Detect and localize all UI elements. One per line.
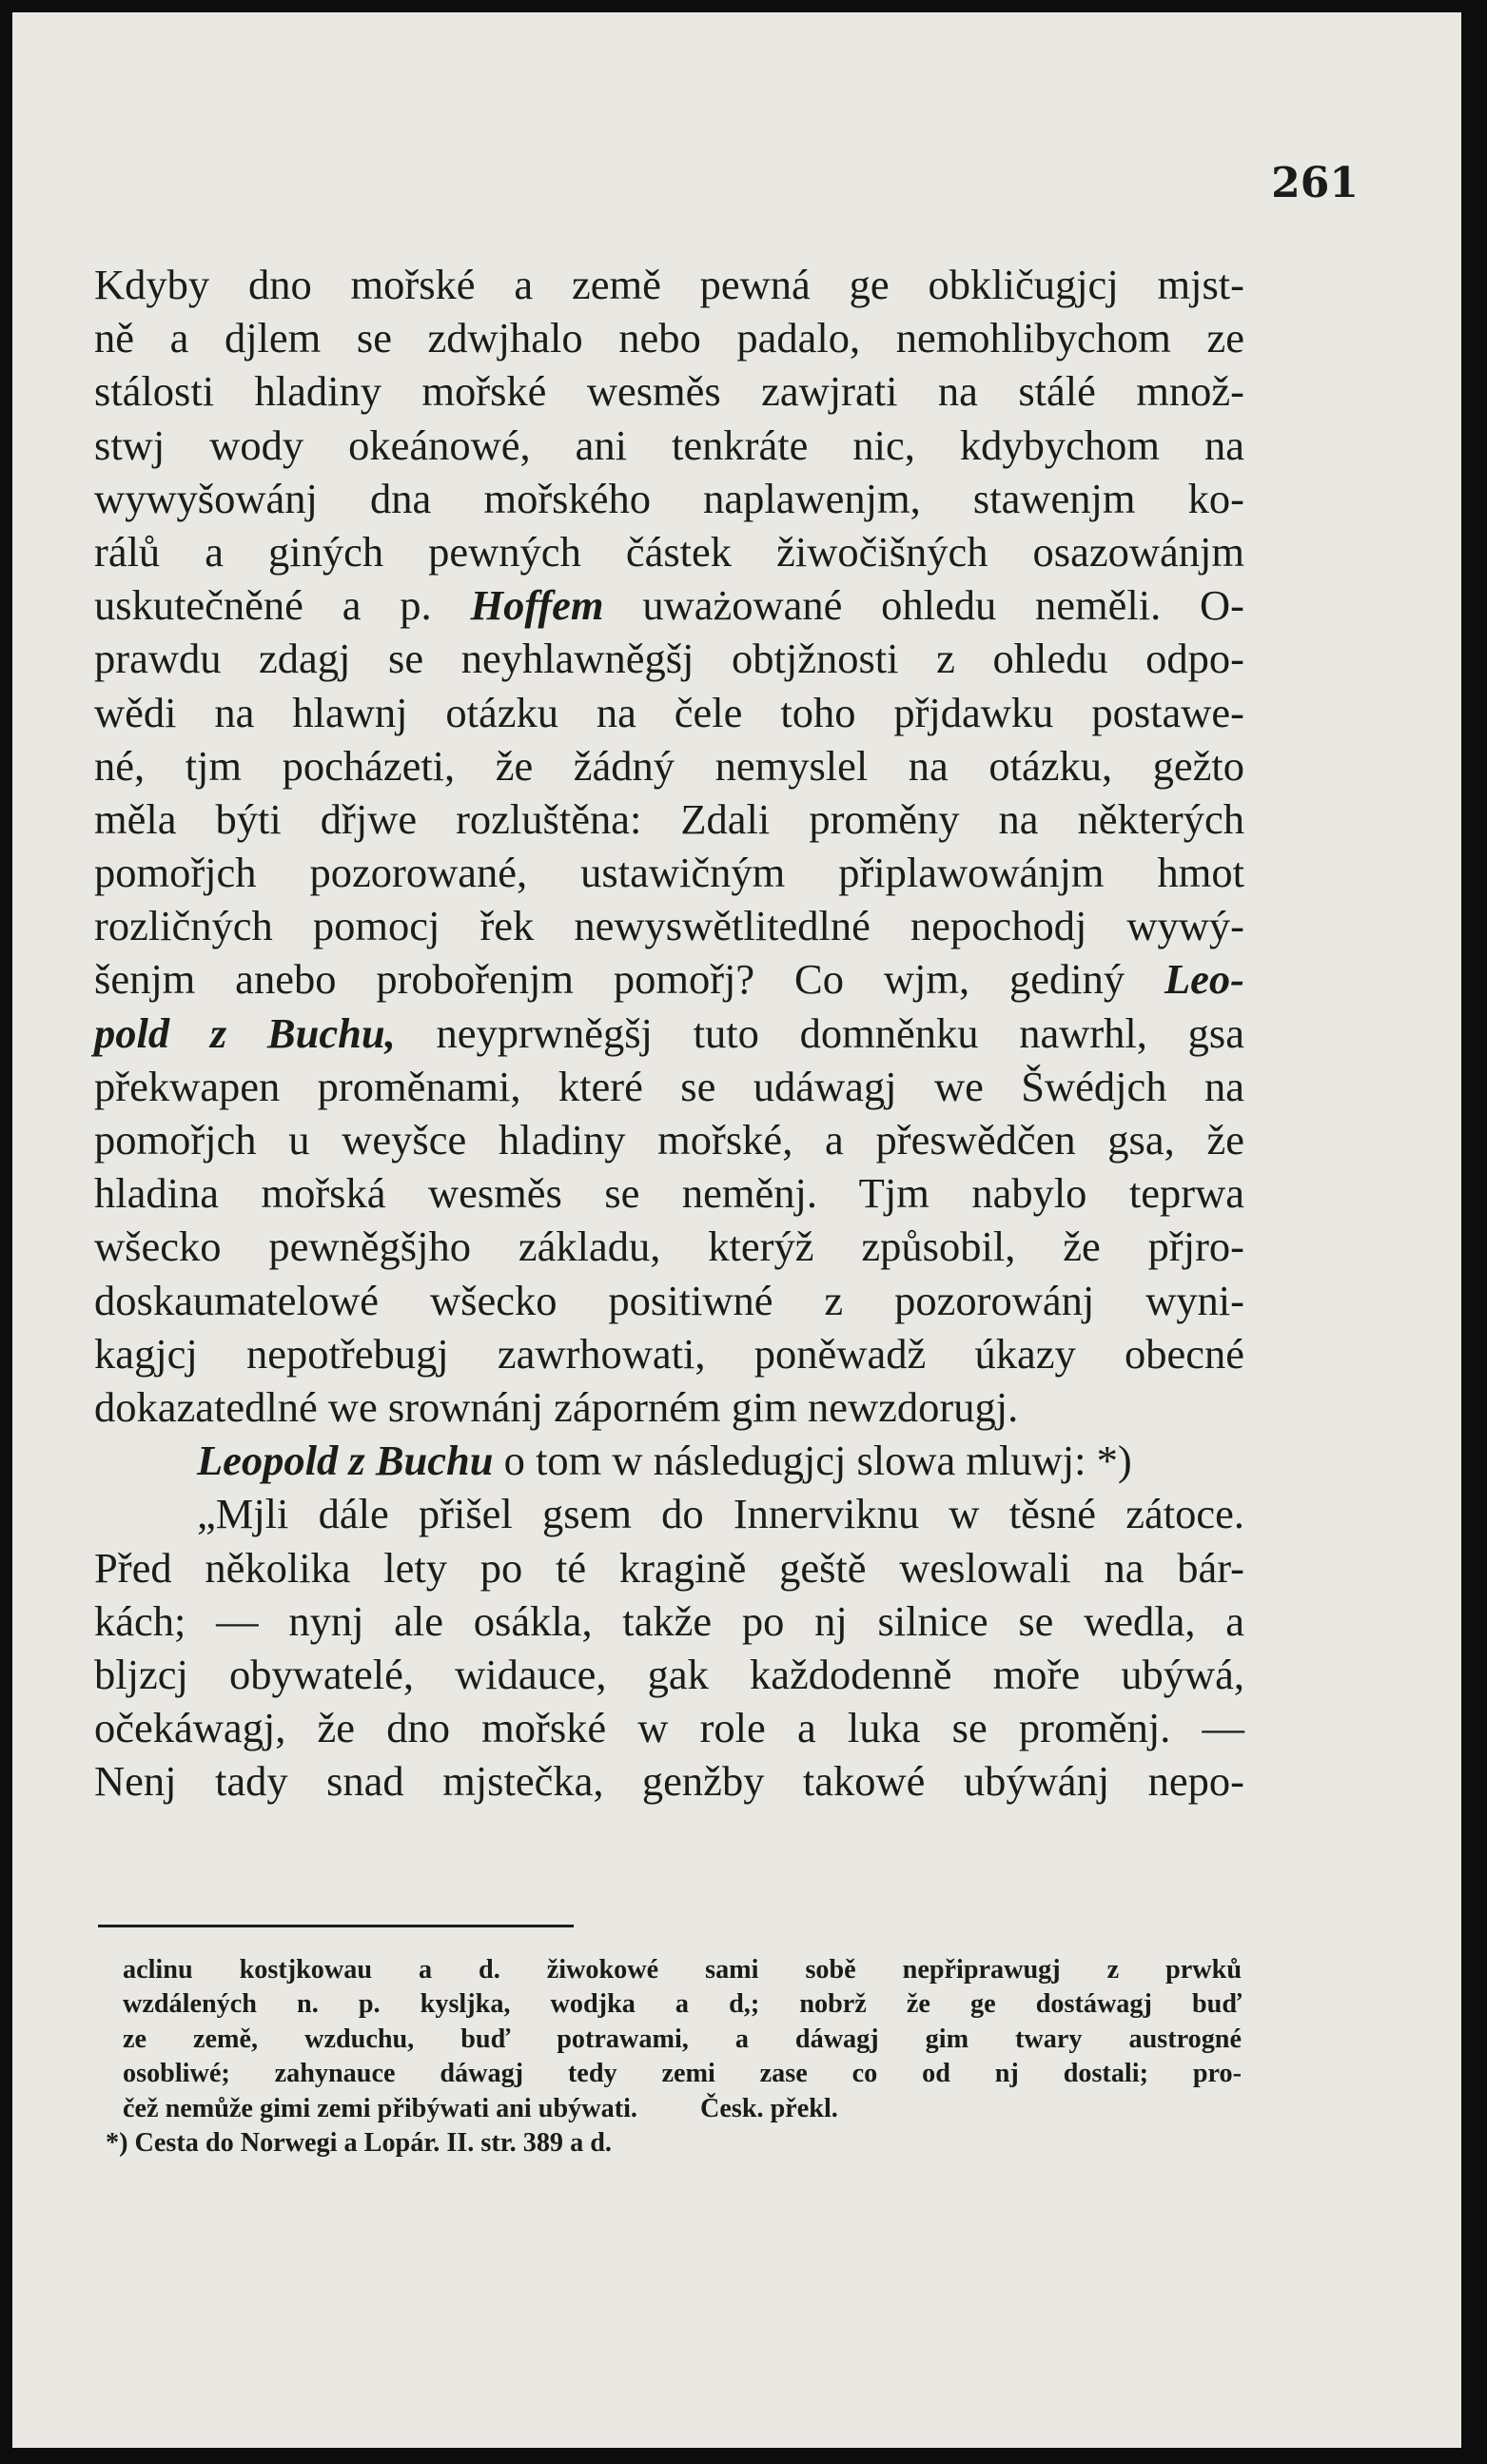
text-line: překwapen proměnami, které se udáwagj we Šwédjch na xyxy=(94,1062,1244,1110)
book-page xyxy=(12,12,1461,2448)
italic-name-leopold: pold z Buchu, xyxy=(94,1008,396,1057)
text-fragment: šenjm anebo probořenjm pomořj? Co wjm, gediný xyxy=(94,955,1125,1004)
text-line xyxy=(94,1007,1244,1060)
text-line: wšecko pewněgšjho základu, kterýž způsobil, že přjro- xyxy=(94,1222,1244,1271)
text-line: hladina mořská wesměs se neměnj. Tjm nabylo teprwa xyxy=(94,1169,1244,1218)
footnote-rule xyxy=(98,1925,574,1927)
text-line: stwj wody okeánowé, ani tenkráte nic, kdybychom na xyxy=(94,420,1244,469)
footnote-fragment: čež nemůže gimi zemi přibýwati ani ubýwati. xyxy=(123,2093,637,2123)
text-line: měla býti dřjwe rozluštěna: Zdali proměny na některých xyxy=(94,794,1244,843)
text-line: prawdu zdagj se neyhlawněgšj obtjžnosti z ohledu odpo- xyxy=(94,635,1244,683)
text-line: Před několika lety po té kragině geště weslowali na bár- xyxy=(94,1543,1244,1592)
text-line: stálosti hladiny mořské wesměs zawjrati na stálé množ- xyxy=(94,367,1244,416)
page-number: 261 xyxy=(1271,159,1359,207)
text-fragment: neyprwněgšj tuto domněnku nawrhl, gsa xyxy=(436,1008,1244,1057)
footnote-line: *) Cesta do Norwegi a Lopár. II. str. 389 a d. xyxy=(106,2127,612,2158)
text-line xyxy=(94,578,1244,632)
italic-name-leopold: Leopold z Buchu xyxy=(197,1437,494,1485)
text-line: rálů a giných pewných částek žiwočišných osazowánjm xyxy=(94,527,1244,576)
text-fragment: o tom w následugjcj slowa mluwj: *) xyxy=(503,1437,1132,1485)
italic-name-hoffem: Hoffem xyxy=(470,581,604,630)
text-fragment: uważowané ohledu neměli. O- xyxy=(642,581,1245,630)
text-line: wědi na hlawnj otázku na čele toho přjdawku postawe- xyxy=(94,688,1244,736)
text-line: „Mjli dále přišel gsem do Innerviknu w těsné zátoce. xyxy=(197,1490,1244,1538)
text-line: bljzcj obywatelé, widauce, gak každodenně moře ubýwá, xyxy=(94,1650,1244,1698)
text-line: Nenj tady snad mjstečka, genžby takowé ubýwánj nepo- xyxy=(94,1757,1244,1806)
text-line xyxy=(94,1434,1244,1487)
translator-note: Česk. překl. xyxy=(699,2093,838,2123)
text-line: pomořjch u weyšce hladiny mořské, a přeswědčen gsa, že xyxy=(94,1116,1244,1164)
text-line: né, tjm pocházeti, že žádný nemyslel na otázku, gežto xyxy=(94,741,1244,790)
footnote-line: ze země, wzduchu, buď potrawami, a dáwagj gim twary austrogné xyxy=(123,2024,1242,2054)
text-line: Kdyby dno mořské a země pewná ge obkličugjcj mjst- xyxy=(94,261,1244,308)
text-line: kách; — nynj ale osákla, takže po nj silnice se wedla, a xyxy=(94,1596,1244,1645)
footnote-line: osobliwé; zahynauce dáwagj tedy zemi zase co od nj dostali; pro- xyxy=(123,2059,1242,2089)
footnotes xyxy=(106,1953,1242,2161)
text-line: rozličných pomocj řek newyswětlitedlné nepochodj wywý- xyxy=(94,902,1244,950)
text-line: dokazatedlné we srownánj záporném gim newzdorugj. xyxy=(94,1382,1019,1431)
text-line: očekáwagj, že dno mořské w role a luka se proměnj. — xyxy=(94,1704,1244,1752)
text-fragment: uskutečněné a p. xyxy=(94,581,432,630)
footnote-line: aclinu kostjkowau a d. žiwokowé sami sobě nepřiprawugj z prwků xyxy=(123,1955,1242,1985)
text-line: doskaumatelowé wšecko positiwné z pozorowánj wyni- xyxy=(94,1276,1244,1324)
footnote-line xyxy=(123,2092,1242,2126)
text-line: pomořjch pozorowané, ustawičným připlawowánjm hmot xyxy=(94,849,1244,897)
italic-name-leopold: Leo- xyxy=(1164,955,1244,1004)
text-line: kagjcj nepotřebugj zawrhowati, poněwadž úkazy obecné xyxy=(94,1329,1244,1378)
footnote-line: wzdálených n. p. kyslјka, wodjka a d,; nobrž že ge dostáwagj buď xyxy=(123,1989,1242,2020)
text-line: wywyšowánj dna mořského naplawenjm, stawenjm ko- xyxy=(94,474,1244,522)
text-line: ně a djlem se zdwjhalo nebo padalo, nemohlibychom ze xyxy=(94,314,1244,362)
text-line xyxy=(94,952,1244,1006)
body-text xyxy=(94,258,1244,1808)
